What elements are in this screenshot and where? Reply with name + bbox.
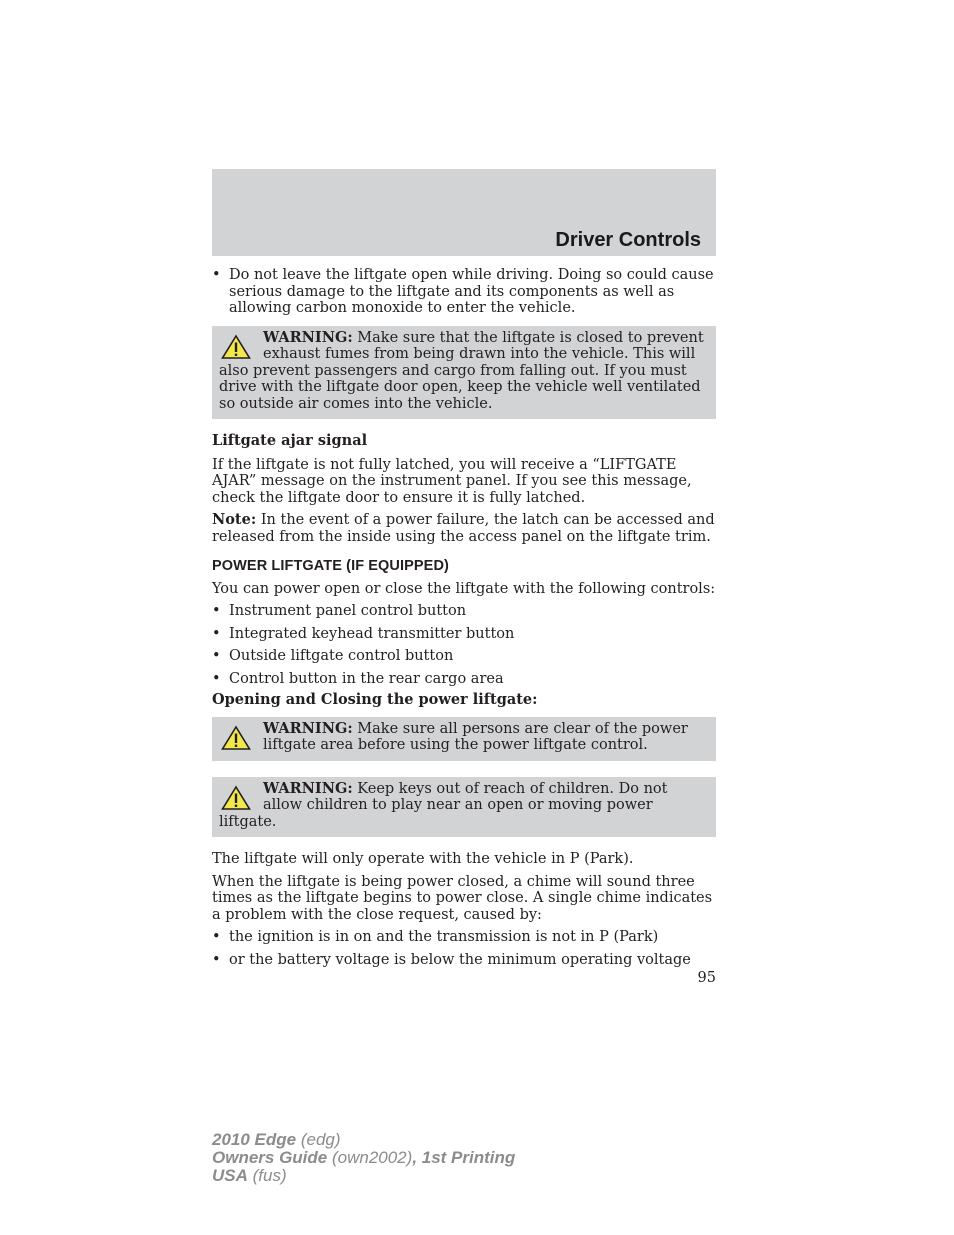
subheading: Opening and Closing the power liftgate: — [212, 691, 538, 708]
warning-label: WARNING: — [263, 779, 353, 797]
footer-line: USA (fus) — [212, 1166, 287, 1185]
page-number: 95 — [697, 970, 716, 986]
bullet-text: Outside liftgate control button — [229, 648, 454, 664]
header-band — [212, 169, 716, 256]
paragraph: The liftgate will only operate with the vehicle in P (Park). — [212, 851, 634, 867]
bullet-text: Instrument panel control button — [229, 603, 467, 619]
section-title: Driver Controls — [555, 229, 701, 251]
list-item: • or the battery voltage is below the minimum operating voltage — [212, 951, 691, 968]
footer-line: Owners Guide (own2002), 1st Printing — [212, 1148, 516, 1167]
warning-box — [212, 777, 716, 838]
print-footer — [212, 1131, 515, 1185]
list-item: • Instrument panel control button — [212, 603, 467, 619]
list-item: • Outside liftgate control button — [212, 648, 454, 664]
warning-label: WARNING: — [263, 719, 353, 737]
footer-line: 2010 Edge (edg) — [212, 1130, 341, 1149]
paragraph: You can power open or close the liftgate with the following controls: — [212, 580, 716, 597]
warning-triangle-icon — [221, 725, 251, 751]
note-text: In the event of a power failure, the latch can be accessed and released from the inside using the access panel on the liftgate trim. — [212, 512, 715, 545]
section-heading: POWER LIFTGATE (IF EQUIPPED) — [212, 558, 449, 574]
warning-triangle-icon — [221, 334, 251, 360]
warning-label: WARNING: — [263, 328, 353, 346]
paragraph: When the liftgate is being power closed, a chime will sound three times as the liftgate begins to power close. A single chime indicates a problem with the close request, caused by: — [212, 873, 713, 923]
bullet-text: the ignition is in on and the transmission is not in P (Park) — [229, 929, 659, 945]
warning-text: Make sure all persons are clear of the power liftgate area before using the power liftgate control. — [263, 720, 688, 753]
list-item: • Integrated keyhead transmitter button — [212, 625, 515, 642]
list-item: • Control button in the rear cargo area — [212, 670, 504, 687]
warning-box — [212, 717, 716, 761]
bullet-text: Control button in the rear cargo area — [229, 670, 504, 687]
bullet-text: Do not leave the liftgate open while driving. Doing so could cause serious damage to the liftgate and its components as well as allowing carbon monoxide to enter the vehicle. — [229, 267, 714, 316]
warning-box — [212, 326, 716, 420]
warning-triangle-icon — [221, 785, 251, 811]
list-item: • the ignition is in on and the transmission is not in P (Park) — [212, 929, 659, 945]
page-content — [212, 267, 716, 987]
bullet-text: Integrated keyhead transmitter button — [229, 625, 515, 642]
warning-text: Make sure that the liftgate is closed to prevent exhaust fumes from being drawn into the vehicle. This will also prevent passengers and cargo from falling out. If you must drive with the liftgate door open, keep the vehicle well ventilated so outside air comes into the vehicle. — [219, 329, 704, 412]
note-label: Note: — [212, 511, 257, 528]
paragraph: If the liftgate is not fully latched, you will receive a “LIFTGATE AJAR” message on the instrument panel. If you see this message, check the liftgate door to ensure it is fully latched. — [212, 456, 692, 506]
subheading: Liftgate ajar signal — [212, 432, 368, 449]
list-item: • Do not leave the liftgate open while driving. Doing so could cause serious damage to the liftgate and its components as well as allowing carbon monoxide to enter the vehicle. — [212, 267, 714, 316]
warning-text: Keep keys out of reach of children. Do not allow children to play near an open or moving power liftgate. — [219, 780, 668, 830]
bullet-text: or the battery voltage is below the minimum operating voltage — [229, 951, 691, 968]
note-paragraph — [212, 512, 716, 545]
